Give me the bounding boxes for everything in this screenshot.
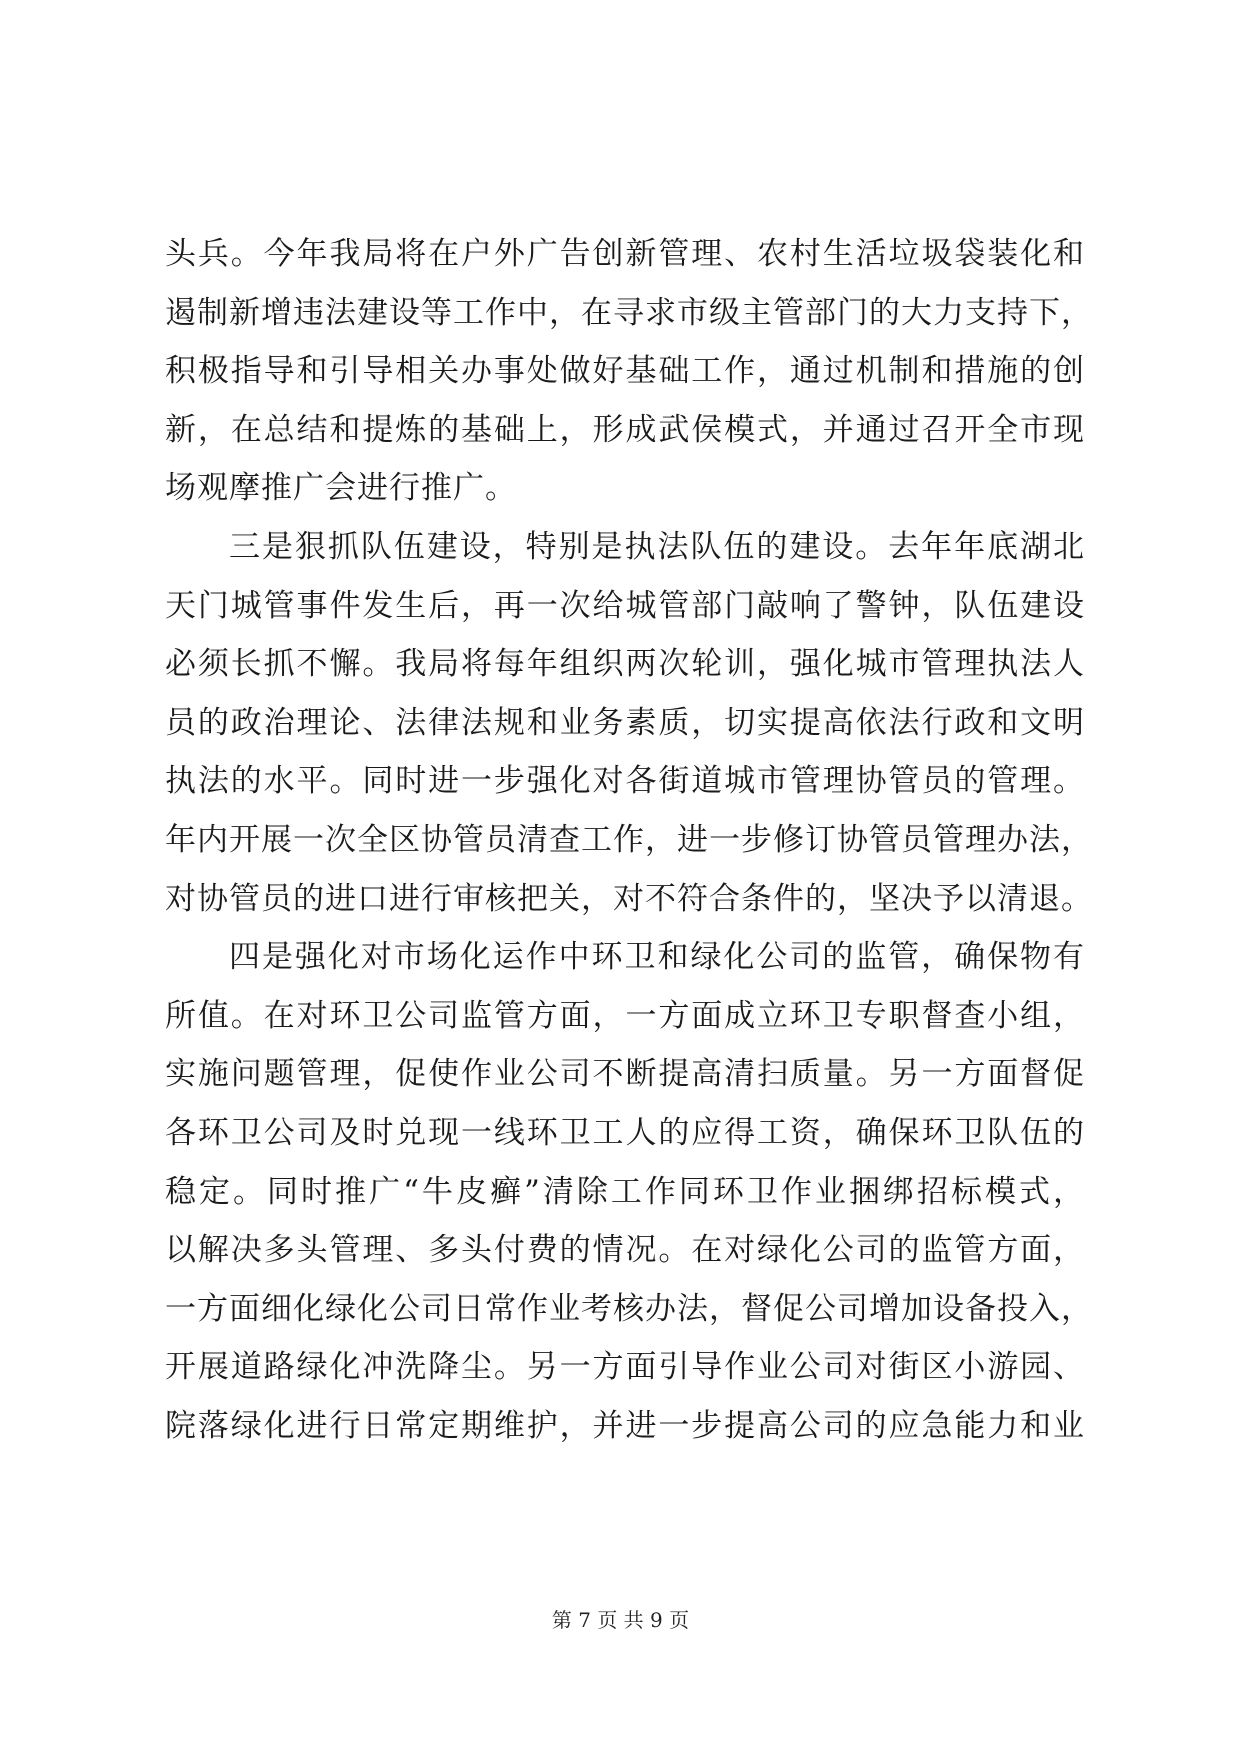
- text-line: 以解决多头管理、多头付费的情况。在对绿化公司的监管方面，: [165, 1232, 1085, 1269]
- paragraph-first-line: 四是强化对市场化运作中环卫和绿化公司的监管，确保物有: [229, 939, 1085, 976]
- text-line: 实施问题管理，促使作业公司不断提高清扫质量。另一方面督促: [165, 1056, 1085, 1093]
- paragraph-first-line: 三是狠抓队伍建设，特别是执法队伍的建设。去年年底湖北: [229, 528, 1085, 565]
- text-line: 场观摩推广会进行推广。: [165, 470, 517, 507]
- text-line: 员的政治理论、法律法规和业务素质，切实提高依法行政和文明: [165, 704, 1085, 741]
- text-line: 院落绿化进行日常定期维护，并进一步提高公司的应急能力和业: [165, 1407, 1085, 1444]
- page-footer: 第 7 页 共 9 页: [551, 1608, 690, 1632]
- document-body: [165, 225, 1093, 1455]
- text-line: 所值。在对环卫公司监管方面，一方面成立环卫专职督查小组，: [165, 997, 1085, 1034]
- text-line: 遏制新增违法建设等工作中，在寻求市级主管部门的大力支持下，: [165, 294, 1093, 331]
- text-line: 执法的水平。同时进一步强化对各街道城市管理协管员的管理。: [165, 763, 1085, 800]
- text-line: 天门城管事件发生后，再一次给城管部门敲响了警钟，队伍建设: [165, 587, 1085, 624]
- text-line: 一方面细化绿化公司日常作业考核办法，督促公司增加设备投入，: [165, 1290, 1093, 1327]
- text-line: 新，在总结和提炼的基础上，形成武侯模式，并通过召开全市现: [165, 411, 1085, 448]
- text-line: 头兵。今年我局将在户外广告创新管理、农村生活垃圾袋装化和: [165, 236, 1085, 272]
- text-line: 稳定。同时推广“牛皮癣”清除工作同环卫作业捆绑招标模式，: [165, 1173, 1085, 1210]
- text-line: 年内开展一次全区协管员清查工作，进一步修订协管员管理办法，: [165, 821, 1093, 858]
- text-line: 开展道路绿化冲洗降尘。另一方面引导作业公司对街区小游园、: [165, 1349, 1085, 1386]
- text-line: 对协管员的进口进行审核把关，对不符合条件的，坚决予以清退。: [165, 880, 1093, 917]
- text-line: 积极指导和引导相关办事处做好基础工作，通过机制和措施的创: [165, 353, 1085, 390]
- text-line: 各环卫公司及时兑现一线环卫工人的应得工资，确保环卫队伍的: [165, 1114, 1085, 1151]
- text-line: 必须长抓不懈。我局将每年组织两次轮训，强化城市管理执法人: [165, 646, 1085, 683]
